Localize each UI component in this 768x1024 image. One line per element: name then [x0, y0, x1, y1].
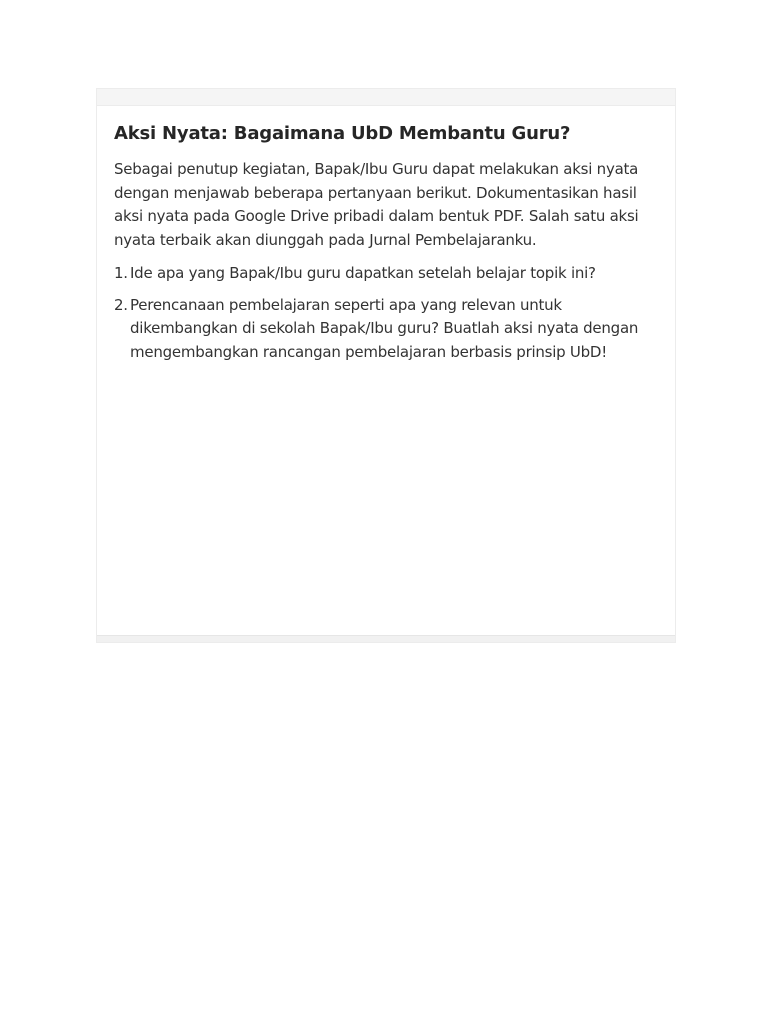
intro-paragraph: Sebagai penutup kegiatan, Bapak/Ibu Guru dapat melakukan aksi nyata dengan menjawab beberapa pertanyaan berikut. Dokumentasikan hasil aksi nyata pada Google Drive pribadi dalam bentuk PDF. Salah satu aksi nyata terbaik akan diunggah pada Jurnal Pembelajaranku. [114, 160, 639, 249]
question-text: Perencanaan pembelajaran seperti apa yang relevan untuk dikembangkan di sekolah Bapak/Ibu guru? Buatlah aksi nyata dengan mengembangkan rancangan pembelajaran berbasis prinsip UbD! [130, 295, 639, 361]
question-number: 2. [114, 295, 128, 314]
card-header-bar [97, 89, 675, 106]
question-number: 1. [114, 264, 128, 282]
card-body [97, 106, 675, 364]
content-card [96, 88, 676, 643]
question-item [114, 294, 657, 365]
question-item [114, 262, 657, 286]
question-list [114, 262, 657, 364]
card-title: Aksi Nyata: Bagaimana UbD Membantu Guru? [114, 123, 571, 144]
card-footer-bar [97, 635, 675, 642]
question-text: Ide apa yang Bapak/Ibu guru dapatkan setelah belajar topik ini? [130, 264, 596, 282]
